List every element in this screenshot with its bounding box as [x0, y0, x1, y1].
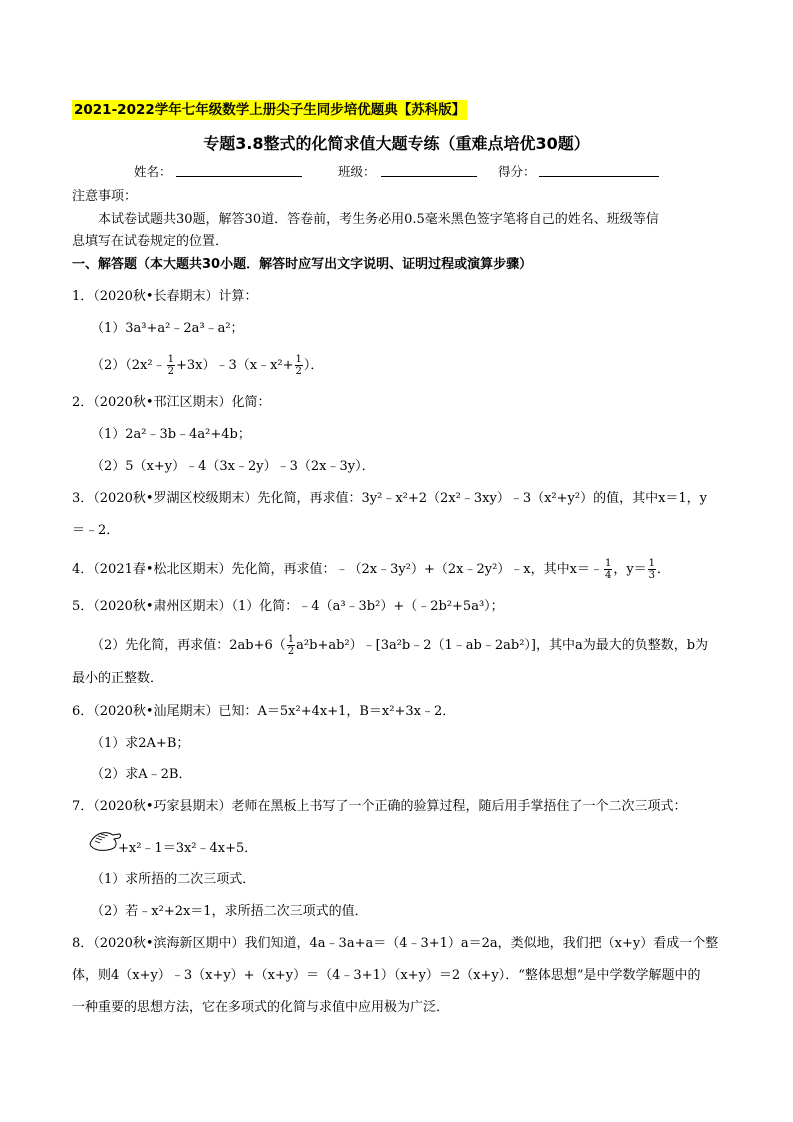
question-5-line: 最小的正整数． — [72, 671, 164, 686]
class-label: 班级： — [338, 164, 376, 179]
page-title: 专题3.8整式的化简求值大题专练（重难点培优30题） — [203, 134, 590, 153]
score-blank — [539, 176, 659, 177]
question-6-stem: 6．（2020秋•汕尾期末）已知：A＝5x²+4x+1，B＝x²+3x﹣2． — [72, 704, 456, 719]
section-title: 一、解答题（本大题共30小题．解答时应写出文字说明、证明过程或演算步骤） — [72, 257, 533, 272]
question-7-part-2: （2）若﹣x²+2x＝1，求所捂二次三项式的值． — [91, 904, 368, 919]
score-label: 得分： — [498, 164, 536, 179]
question-3-line: ＝﹣2． — [72, 523, 120, 538]
fraction: $\frac{1}{3}$ — [648, 558, 656, 581]
question-6-part-1: （1）求2A+B； — [91, 736, 190, 751]
question-2-part-2: （2）5（x+y）﹣4（3x﹣2y）﹣3（2x﹣3y）． — [91, 459, 375, 474]
question-8-line: 体，则4（x+y）﹣3（x+y）+（x+y）＝（4﹣3+1）（x+y）＝2（x+y）．“整体思想”是中学数学解题中的 — [72, 968, 701, 983]
question-3-line: 3．（2020秋•罗湖区校级期末）先化简，再求值：3y²﹣x²+2（2x²﹣3xy）﹣3（x²+y²）的值，其中x＝1，y — [72, 491, 708, 506]
hand-icon — [88, 830, 122, 852]
question-2-part-1: （1）2a²﹣3b﹣4a²+4b； — [91, 427, 251, 442]
question-8-line: 8．（2020秋•滨海新区期中）我们知道，4a﹣3a+a＝（4﹣3+1）a＝2a，类似地，我们把（x+y）看成一个整 — [72, 936, 719, 951]
notes-line: 本试卷试题共30题，解答30道．答卷前，考生务必用0.5毫米黑色签字笔将自己的姓名、班级等信 — [98, 212, 659, 227]
question-5-part-2: （2）先化简，再求值：2ab+6（ $\frac{1}{2}$ a²b+ab²）﹣[3a²b﹣2（1﹣ab﹣2ab²）]，其中a为最大的负整数，b为 — [91, 634, 709, 657]
fraction: $\frac{1}{2}$ — [287, 634, 295, 657]
question-8-line: 一种重要的思想方法，它在多项式的化简与求值中应用极为广泛． — [72, 1000, 450, 1015]
notes-line: 息填写在试卷规定的位置． — [72, 234, 229, 249]
series-banner: 2021-2022学年七年级数学上册尖子生同步培优题典【苏科版】 — [74, 102, 466, 118]
fraction: $\frac{1}{2}$ — [295, 354, 302, 377]
fraction: $\frac{1}{4}$ — [604, 558, 612, 581]
question-1-stem: 1．（2020秋•长春期末）计算： — [72, 289, 258, 304]
question-5-stem: 5．（2020秋•肃州区期末）（1）化简：﹣4（a³﹣3b²）+（﹣2b²+5a³）； — [72, 599, 504, 614]
question-7-part-1: （1）求所捂的二次三项式． — [91, 872, 256, 887]
name-label: 姓名： — [134, 164, 172, 179]
fraction: $\frac{1}{2}$ — [167, 354, 174, 377]
question-1-part-2: （2）（2x²﹣ $\frac{1}{2}$ +3x）﹣3（x﹣x²+ $\frac{1}{2}$ ）． — [91, 354, 324, 377]
notes-heading: 注意事项： — [72, 189, 138, 204]
question-4: 4．（2021春•松北区期末）先化简，再求值：﹣（2x﹣3y²）+（2x﹣2y²）﹣x，其中x＝﹣ $\frac{1}{4}$ ，y＝ $\frac{1}{3}$ ． — [72, 558, 671, 581]
name-blank — [176, 176, 302, 177]
question-7-stem: 7．（2020秋•巧家县期末）老师在黑板上书写了一个正确的验算过程，随后用手掌捂住了一个二次三项式： — [72, 799, 687, 814]
question-1-part-1: （1）3a³+a²﹣2a³﹣a²； — [91, 321, 244, 336]
class-blank — [381, 176, 477, 177]
question-6-part-2: （2）求A﹣2B． — [91, 767, 192, 782]
question-2-stem: 2．（2020秋•邗江区期末）化简： — [72, 395, 271, 410]
question-7-equation: +x²﹣1＝3x²﹣4x+5． — [118, 841, 258, 856]
